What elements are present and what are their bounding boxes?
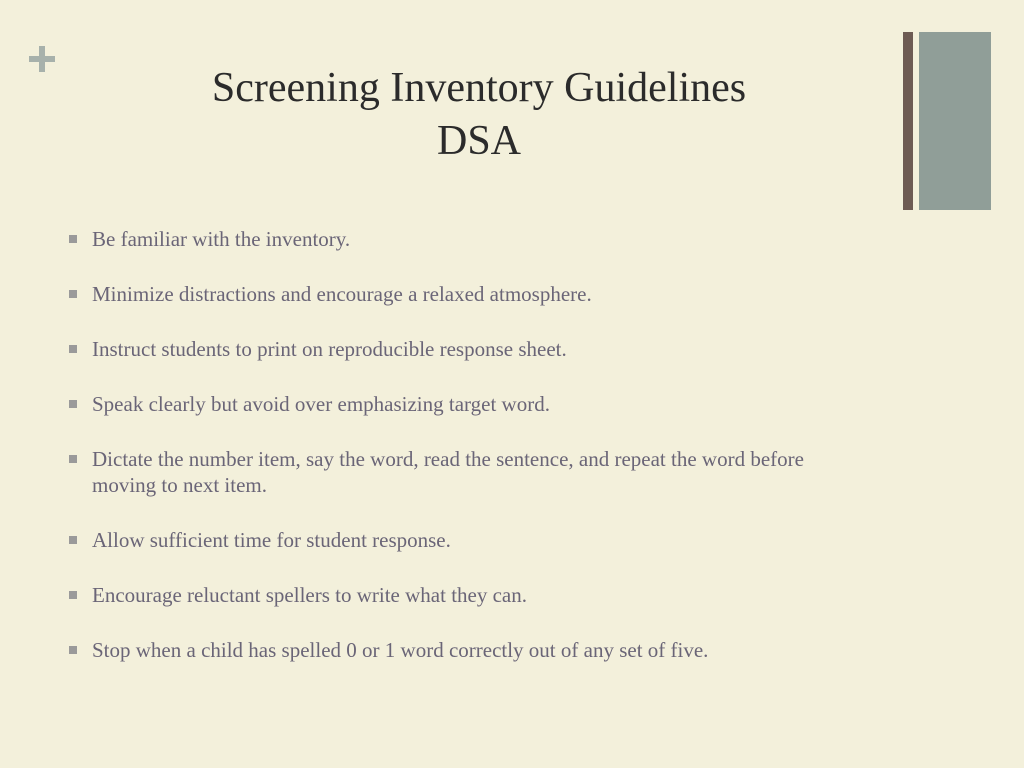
bullet-item — [68, 637, 908, 663]
slide-title-line-1: Screening Inventory Guidelines — [211, 65, 747, 111]
bullet-list — [68, 226, 908, 692]
square-bullet-icon — [69, 345, 77, 353]
bullet-item — [68, 226, 908, 252]
square-bullet-icon — [69, 290, 77, 298]
bullet-item — [68, 527, 908, 553]
bullet-item — [68, 582, 908, 608]
square-bullet-icon — [69, 400, 77, 408]
slide-title — [120, 62, 838, 168]
square-bullet-icon — [69, 646, 77, 654]
square-bullet-icon — [69, 536, 77, 544]
bullet-text: Encourage reluctant spellers to write what they can. — [92, 583, 527, 607]
bullet-text: Be familiar with the inventory. — [92, 227, 351, 251]
bullet-text: Stop when a child has spelled 0 or 1 word correctly out of any set of five. — [92, 638, 709, 662]
bullet-item — [68, 446, 908, 498]
bullet-text: Allow sufficient time for student response. — [92, 528, 451, 552]
square-bullet-icon — [69, 455, 77, 463]
slide-title-line-2: DSA — [436, 118, 522, 164]
plus-icon — [27, 44, 57, 74]
bullet-item — [68, 336, 908, 362]
accent-block-gray — [919, 32, 991, 210]
square-bullet-icon — [69, 591, 77, 599]
bullet-text: Instruct students to print on reproducible response sheet. — [92, 337, 567, 361]
bullet-item — [68, 391, 908, 417]
accent-bar-brown — [903, 32, 913, 210]
bullet-text: Dictate the number item, say the word, read the sentence, and repeat the word before moving to next item. — [92, 447, 804, 497]
bullet-text: Speak clearly but avoid over emphasizing target word. — [92, 392, 550, 416]
bullet-text: Minimize distractions and encourage a relaxed atmosphere. — [92, 282, 592, 306]
bullet-item — [68, 281, 908, 307]
square-bullet-icon — [69, 235, 77, 243]
